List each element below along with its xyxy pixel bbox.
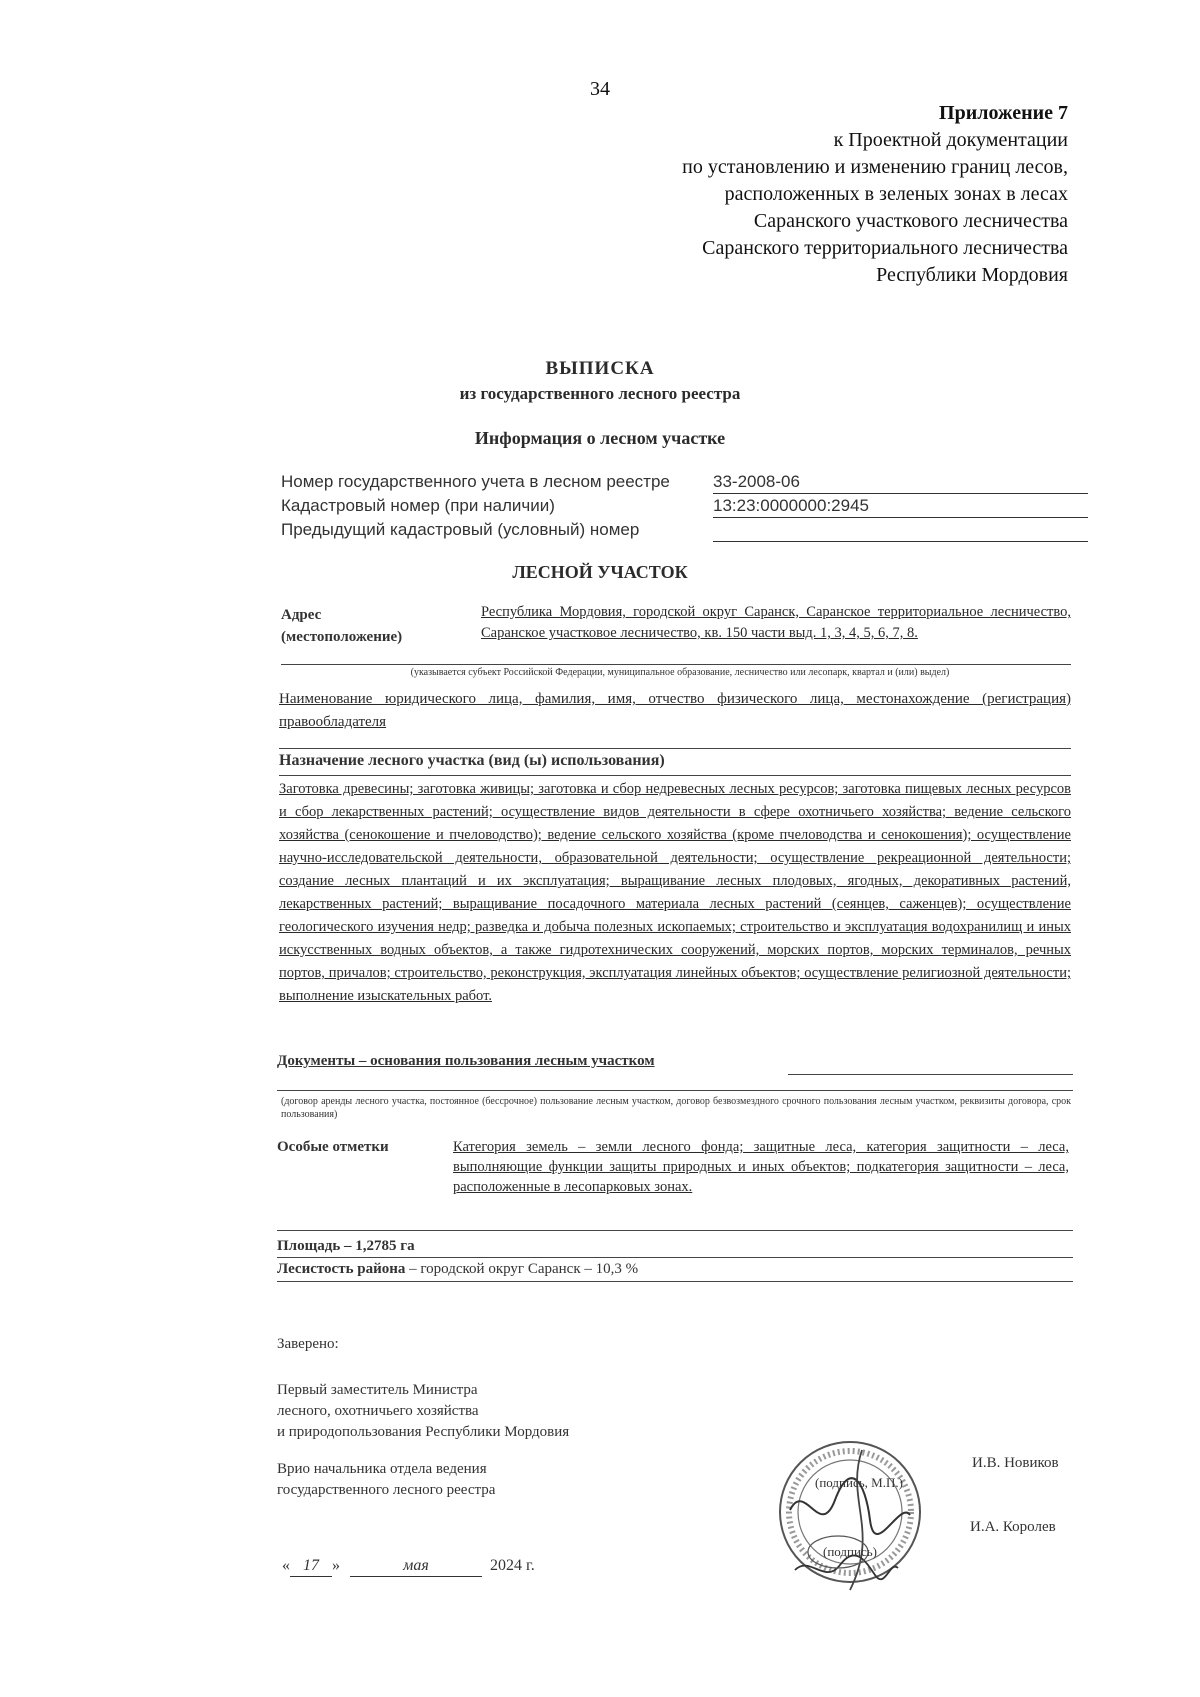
divider	[277, 1230, 1073, 1231]
reg-number-label: Номер государственного учета в лесном реестре	[281, 472, 670, 491]
date-year: 2024 г.	[490, 1557, 535, 1574]
signer2-line: Врио начальника отдела ведения	[277, 1461, 487, 1477]
appendix-line: расположенных в зеленых зонах в лесах	[724, 183, 1068, 205]
special-label: Особые отметки	[277, 1139, 389, 1155]
signature-stroke	[850, 1450, 863, 1590]
signer1-position	[277, 1380, 569, 1443]
section-title-info: Информация о лесном участке	[474, 428, 726, 448]
reg-number-row	[281, 472, 800, 492]
address-value: Республика Мордовия, городской округ Саранск, Саранское территориальное лесничество, Саранское участковое лесничество, кв. 150 части выд. 1, 3, 4, 5, 6, 7, 8.	[481, 604, 1071, 641]
address-note: (указывается субъект Российской Федерации, муниципальное образование, лесничество или лесопарк, квартал и (или) выдел)	[410, 667, 950, 678]
date-row	[282, 1555, 535, 1577]
prev-cadastral-value	[713, 520, 1088, 542]
signer1-line: Первый заместитель Министра	[277, 1382, 478, 1398]
documents-label: Документы – основания пользования лесным участком	[277, 1053, 655, 1069]
divider	[277, 1090, 1073, 1091]
forest-cover-label: Лесистость района	[277, 1261, 406, 1277]
divider	[277, 1281, 1073, 1282]
divider	[277, 1257, 1073, 1258]
reg-number-value: 33-2008-06	[713, 472, 1088, 494]
divider	[281, 664, 1071, 665]
prev-cadastral-row	[281, 520, 713, 540]
document-title: ВЫПИСКА	[545, 358, 655, 379]
signer1-name: И.В. Новиков	[972, 1455, 1059, 1471]
cadastral-label: Кадастровый номер (при наличии)	[281, 496, 555, 515]
page-number: 34	[590, 78, 610, 100]
plot-title: ЛЕСНОЙ УЧАСТОК	[512, 562, 688, 582]
appendix-title: Приложение 7	[939, 102, 1068, 124]
forest-cover-row	[277, 1261, 638, 1278]
date-month: мая	[350, 1555, 482, 1577]
signer2-line: государственного лесного реестра	[277, 1482, 496, 1498]
signer2-caption: (подпись)	[823, 1544, 877, 1559]
forest-cover-value: – городской округ Саранск – 10,3 %	[409, 1261, 639, 1277]
document-subtitle: из государственного лесного реестра	[459, 384, 741, 403]
appendix-line: по установлению и изменению границ лесов,	[682, 156, 1068, 178]
appendix-block	[682, 100, 1068, 289]
appendix-line: Саранского участкового лесничества	[753, 210, 1068, 232]
signer1-line: и природопользования Республики Мордовия	[277, 1424, 570, 1440]
divider	[279, 775, 1071, 776]
signer1-caption: (подпись, М.П.)	[815, 1475, 903, 1490]
signer1-line: лесного, охотничьего хозяйства	[277, 1403, 479, 1419]
divider	[788, 1074, 1073, 1075]
signer2-name: И.А. Королев	[970, 1519, 1056, 1535]
date-day: 17	[290, 1555, 332, 1577]
holder-label: Наименование юридического лица, фамилия, имя, отчество физического лица, местонахождение (регистрация) правообладателя	[279, 691, 1071, 730]
divider	[279, 748, 1071, 749]
purpose-text: Заготовка древесины; заготовка живицы; заготовка и сбор недревесных лесных ресурсов; заготовка пищевых лесных ресурсов и сбор лекарственных растений; осуществление видов деятельности в сфере охотничьего хозяйства; ведение сельского хозяйства (сенокошение и пчеловодство); ведение сельского хозяйства (кроме пчеловодства и сенокошения); осуществление научно-исследовательской деятельности, образовательной деятельности; осуществление рекреационной деятельности; создание лесных плантаций и их эксплуатация; выращивание лесных плодовых, ягодных, декоративных растений, лекарственных растений; выращивание посадочного материала лесных растений (сеянцев, саженцев); осуществление геологического изучения недр; разведка и добыча полезных ископаемых; строительство и эксплуатация водохранилищ и иных искусственных водных объектов, а также гидротехнических сооружений, морских портов, морских терминалов, речных портов, причалов; строительство, реконструкция, эксплуатация линейных объектов; осуществление религиозной деятельности; выполнение изыскательных работ.	[279, 781, 1071, 1004]
official-seal-stamp	[750, 1440, 950, 1615]
date-close-quote: »	[332, 1557, 340, 1574]
appendix-line: к Проектной документации	[833, 129, 1068, 151]
appendix-line: Республики Мордовия	[876, 264, 1068, 286]
seal-outer-ring	[780, 1442, 920, 1582]
appendix-line: Саранского территориального лесничества	[702, 237, 1068, 259]
cadastral-row	[281, 496, 869, 516]
prev-cadastral-label: Предыдущий кадастровый (условный) номер	[281, 520, 640, 539]
certified-label: Заверено:	[277, 1336, 339, 1352]
cadastral-value: 13:23:0000000:2945	[713, 496, 1088, 518]
area: Площадь – 1,2785 га	[277, 1238, 415, 1254]
special-value: Категория земель – земли лесного фонда; защитные леса, категория защитности – леса, выполняющие функции защиты природных и иных объектов; подкатегория защитности – леса, расположенные в лесопарковых зонах.	[453, 1139, 1069, 1195]
address-label: Адрес (местоположение)	[281, 607, 403, 645]
purpose-label: Назначение лесного участка (вид (ы) использования)	[279, 752, 665, 769]
signer2-position	[277, 1459, 495, 1501]
documents-note: (договор аренды лесного участка, постоянное (бессрочное) пользование лесным участком, договор безвозмездного срочного пользования лесным участком, реквизиты договора, срок пользования)	[281, 1096, 1071, 1120]
date-open-quote: «	[282, 1557, 290, 1574]
